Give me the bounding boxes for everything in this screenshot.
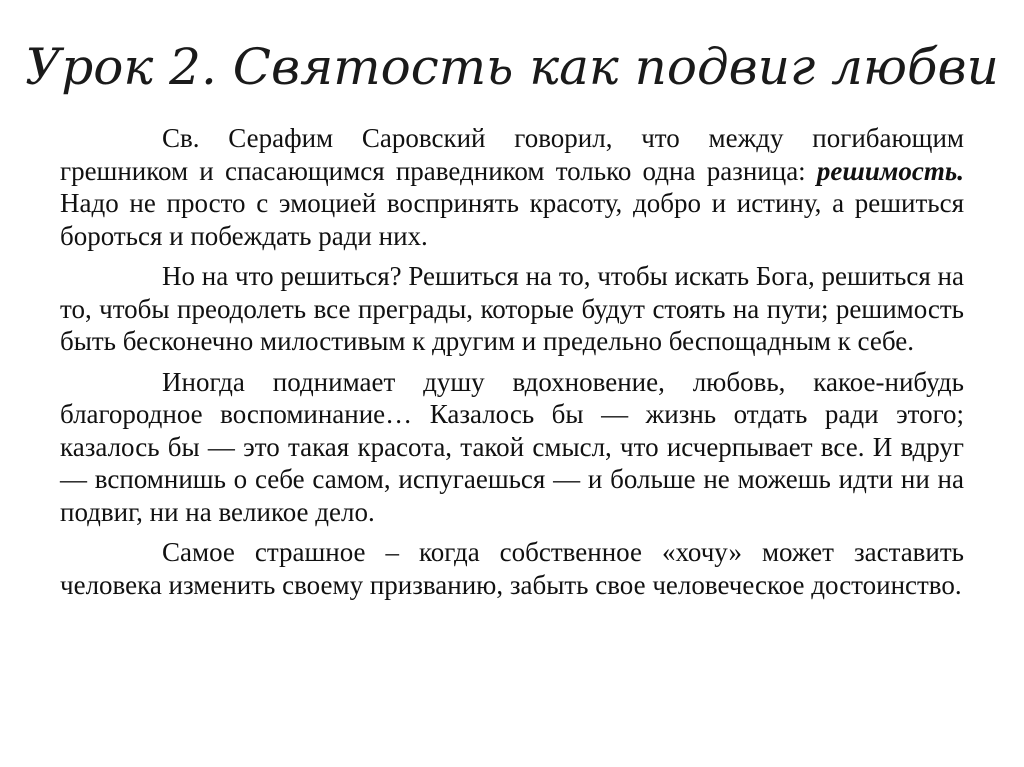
paragraph-4: Самое страшное – когда собственное «хочу» может заставить человека изменить своему призванию, забыть свое человеческое достоинство. <box>60 537 964 600</box>
paragraph-1 <box>60 122 964 252</box>
paragraph-2: Но на что решиться? Решиться на то, чтобы искать Бога, решиться на то, чтобы преодолеть все преграды, которые будут стоять на пути; решимость быть бесконечно милостивым к другим и предельно беспощадным к себе. <box>60 261 964 356</box>
paragraph-1-text-end: Надо не просто с эмоцией воспринять красоту, добро и истину, а решиться бороться и побеждать ради них. <box>60 188 964 251</box>
slide-title: Урок 2. Святость как подвиг любви <box>25 38 999 96</box>
slide-body <box>60 122 964 601</box>
paragraph-3: Иногда поднимает душу вдохновение, любовь, какое-нибудь благородное воспоминание… Казалось бы — жизнь отдать ради этого; казалось бы — это такая красота, такой смысл, что исчерпывает все. И вдруг — вспомнишь о себе самом, испугаешься — и больше не можешь идти ни на подвиг, ни на великое дело. <box>60 366 964 527</box>
paragraph-1-text-start: Св. Серафим Саровский говорил, что между погибающим грешником и спасающимся праведником только одна разница: <box>60 123 964 186</box>
paragraph-1-emphasis: решимость. <box>816 155 964 186</box>
